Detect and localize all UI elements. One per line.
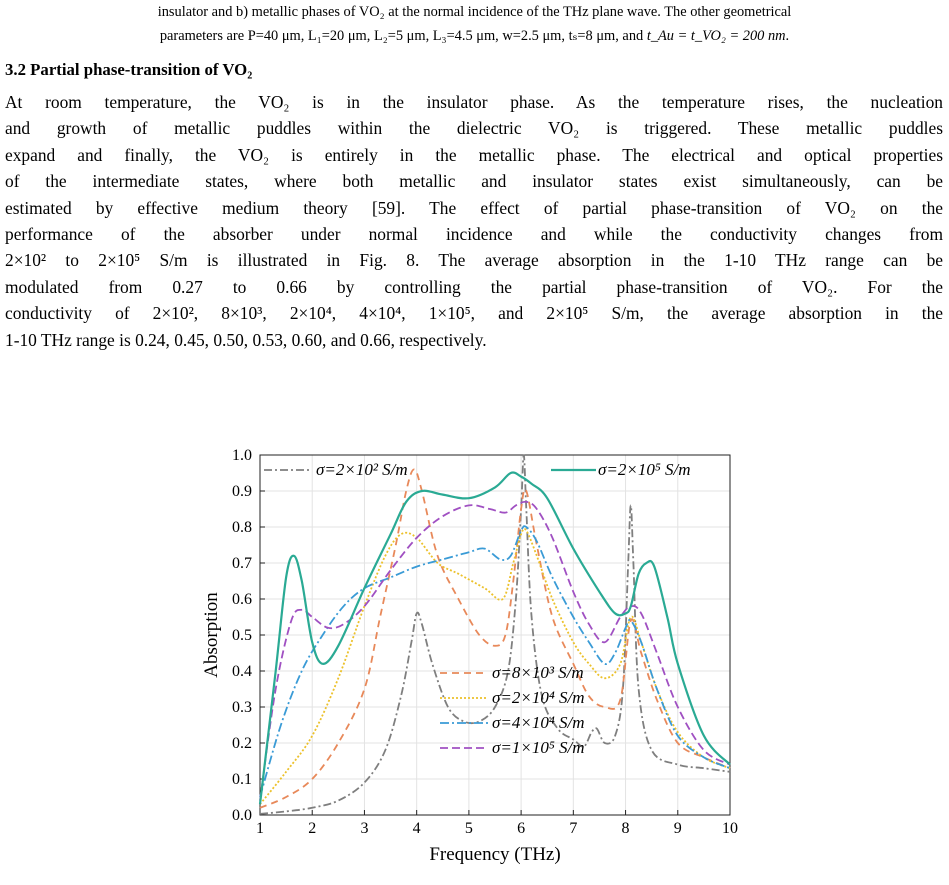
x-tick-label: 3 (360, 820, 369, 837)
paragraph-line: estimated by effective medium theory [59]. The effect of partial phase-transition of VO₂ on the (5, 197, 943, 218)
x-tick-label: 7 (569, 820, 578, 837)
figure-caption (0, 0, 949, 48)
y-axis-label: Absorption (201, 592, 222, 678)
paragraph-line: At room temperature, the VO₂ is in the insulator phase. As the temperature rises, the nucleation (5, 92, 943, 112)
y-tick-label: 0.1 (232, 771, 252, 788)
legend-label: σ=2×10⁴ S/m (492, 688, 585, 707)
legend-label: σ=2×10⁵ S/m (598, 460, 691, 479)
absorption-chart (195, 445, 755, 885)
x-tick-label: 9 (673, 820, 682, 837)
y-tick-label: 0.7 (232, 555, 252, 572)
y-tick-label: 1.0 (232, 447, 252, 464)
y-tick-label: 0.4 (232, 663, 252, 680)
paragraph-line: modulated from 0.27 to 0.66 by controlling the partial phase-transition of VO₂. For the (5, 276, 943, 297)
paragraph-line: 1-10 THz range is 0.24, 0.45, 0.50, 0.53, 0.60, and 0.66, respectively. (5, 329, 487, 350)
series-line-2 (260, 469, 730, 807)
y-tick-label: 0.2 (232, 735, 252, 752)
series-line-1 (260, 455, 730, 814)
legend-label: σ=1×10⁵ S/m (492, 738, 585, 757)
y-tick-label: 0.8 (232, 519, 252, 536)
body-paragraph (5, 89, 943, 353)
y-tick-label: 0.0 (232, 807, 252, 824)
legend-label: σ=2×10² S/m (316, 460, 408, 479)
paragraph-line: expand and finally, the VO₂ is entirely in the metallic phase. The electrical and optical properties (5, 144, 943, 165)
x-axis-label: Frequency (THz) (429, 844, 561, 865)
y-tick-label: 0.6 (232, 591, 252, 608)
x-tick-label: 10 (722, 820, 738, 837)
y-tick-label: 0.3 (232, 699, 252, 716)
caption-line-1: insulator and b) metallic phases of VO₂ at the normal incidence of the THz plane wave. The other geometrical (157, 4, 792, 20)
caption-line-2: parameters are P=40 μm, L₁=20 μm, L₂=5 μm, L₃=4.5 μm, w=2.5 μm, tₛ=8 μm, and t_Au = t_VO₂ = 200 nm. (159, 28, 790, 44)
y-tick-label: 0.5 (232, 627, 252, 644)
x-tick-label: 6 (517, 820, 526, 837)
caption-thickness-equation: t_Au = t_VO₂ = 200 nm (646, 28, 786, 44)
x-tick-label: 8 (621, 820, 630, 837)
paragraph-line: 2×10² to 2×10⁵ S/m is illustrated in Fig. 8. The average absorption in the 1-10 THz range can be (5, 250, 943, 271)
caption-parameters: parameters are P=40 μm, L₁=20 μm, L₂=5 μm, L₃=4.5 μm, w=2.5 μm, tₛ=8 μm, and (159, 28, 644, 44)
legend-label: σ=8×10³ S/m (492, 663, 584, 682)
paragraph-line: conductivity of 2×10², 8×10³, 2×10⁴, 4×10⁴, 1×10⁵, and 2×10⁵ S/m, the average absorption in the (5, 303, 943, 324)
paragraph-line: of the intermediate states, where both metallic and insulator states exist simultaneously, can be (5, 171, 943, 192)
x-tick-label: 2 (308, 820, 317, 837)
paragraph-line: and growth of metallic puddles within the dielectric VO₂ is triggered. These metallic puddles (5, 118, 943, 139)
x-tick-label: 5 (464, 820, 473, 837)
absorption-figure (195, 445, 755, 885)
y-tick-label: 0.9 (232, 483, 252, 500)
x-tick-label: 1 (256, 820, 264, 837)
x-tick-label: 4 (412, 820, 421, 837)
section-title: 3.2 Partial phase-transition of VO₂ (5, 60, 253, 79)
paragraph-line: performance of the absorber under normal incidence and while the conductivity changes from (5, 224, 943, 245)
legend-label: σ=4×10⁴ S/m (492, 713, 585, 732)
